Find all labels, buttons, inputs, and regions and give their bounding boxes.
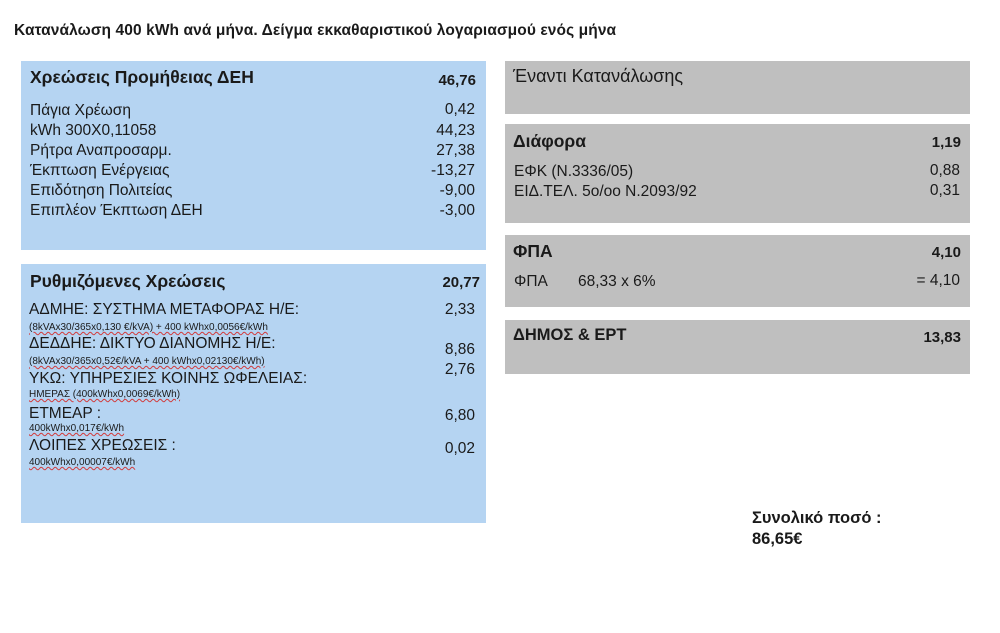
- miscellaneous-item-label: ΕΦΚ (Ν.3336/05): [514, 163, 634, 180]
- vat-header: ΦΠΑ: [513, 241, 553, 261]
- regulated-item-value: 0,02: [444, 440, 475, 457]
- supply-charges-header: Χρεώσεις Προμήθειας ΔΕΗ: [30, 67, 254, 87]
- vat-calculation: 68,33 x 6%: [578, 273, 656, 290]
- miscellaneous-item-label: ΕΙΔ.ΤΕΛ. 5ο/οο Ν.2093/92: [514, 183, 697, 200]
- vat-value: = 4,10: [916, 272, 960, 289]
- supply-item-label: kWh 300X0,11058: [30, 122, 157, 139]
- regulated-charges-header: Ρυθμιζόμενες Χρεώσεις: [30, 271, 226, 291]
- supply-item-label: Επιπλέον Έκπτωση ΔΕΗ: [30, 202, 203, 219]
- supply-item-value: -9,00: [439, 182, 475, 199]
- regulated-charges-panel: [21, 264, 486, 523]
- grand-total-label: Συνολικό ποσό :: [752, 509, 882, 527]
- regulated-item-value: 6,80: [444, 407, 475, 424]
- regulated-item-detail: (8kVAx30/365x0,130 €/kVA) + 400 kWhx0,0056€/kWh: [29, 322, 268, 333]
- municipal-ert-header: ΔΗΜΟΣ & ΕΡΤ: [513, 326, 627, 344]
- miscellaneous-total: 1,19: [931, 134, 961, 151]
- regulated-item-label: ΕΤΜΕΑΡ :: [29, 405, 102, 422]
- municipal-ert-panel: [505, 320, 970, 374]
- supply-item-value: 0,42: [444, 101, 475, 118]
- supply-item-label: Έκπτωση Ενέργειας: [30, 162, 170, 179]
- supply-charges-total: 46,76: [438, 72, 476, 89]
- supply-item-value: 27,38: [436, 142, 475, 159]
- miscellaneous-item-value: 0,31: [929, 182, 960, 199]
- regulated-item-value: 8,86: [444, 341, 475, 358]
- consumption-panel: [505, 61, 970, 114]
- supply-item-label: Πάγια Χρέωση: [30, 102, 131, 119]
- regulated-item-value: 2,33: [444, 301, 475, 318]
- vat-total: 4,10: [931, 244, 961, 261]
- regulated-item-detail: 400kWhx0,017€/kWh: [29, 423, 125, 434]
- vat-label: ΦΠΑ: [514, 273, 548, 290]
- supply-item-value: -13,27: [431, 162, 475, 179]
- consumption-header: Έναντι Κατανάλωσης: [513, 66, 684, 86]
- supply-item-label: Επιδότηση Πολιτείας: [30, 182, 173, 199]
- regulated-item-value: 2,76: [444, 361, 475, 378]
- vat-panel: [505, 235, 970, 307]
- miscellaneous-item-value: 0,88: [929, 162, 960, 179]
- regulated-item-label: ΔΕΔΔΗΕ: ΔΙΚΤΥΟ ΔΙΑΝΟΜΗΣ Η/Ε:: [29, 335, 276, 352]
- regulated-item-detail: 400kWhx0,00007€/kWh: [29, 457, 136, 468]
- regulated-item-label: ΥΚΩ: ΥΠΗΡΕΣΙΕΣ ΚΟΙΝΗΣ ΩΦΕΛΕΙΑΣ:: [29, 370, 308, 387]
- regulated-item-detail: ΗΜΕΡΑΣ (400kWhx0,0069€/kWh): [29, 389, 181, 400]
- regulated-item-label: ΛΟΙΠΕΣ ΧΡΕΩΣΕΙΣ :: [29, 437, 176, 454]
- page-title: Κατανάλωση 400 kWh ανά μήνα. Δείγμα εκκαθαριστικού λογαριασμού ενός μήνα: [14, 22, 617, 39]
- municipal-ert-total: 13,83: [923, 329, 961, 346]
- miscellaneous-header: Διάφορα: [513, 131, 586, 151]
- regulated-charges-total: 20,77: [442, 274, 480, 291]
- grand-total-value: 86,65€: [752, 530, 803, 548]
- supply-item-label: Ρήτρα Αναπροσαρμ.: [30, 142, 172, 159]
- supply-item-value: -3,00: [439, 202, 475, 219]
- supply-item-value: 44,23: [436, 122, 475, 139]
- regulated-item-label: ΑΔΜΗΕ: ΣΥΣΤΗΜΑ ΜΕΤΑΦΟΡΑΣ Η/Ε:: [29, 301, 300, 318]
- supply-charges-panel: [21, 61, 486, 250]
- miscellaneous-panel: [505, 124, 970, 223]
- regulated-item-detail: (8kVAx30/365x0,52€/kVA + 400 kWhx0,02130€/kWh): [29, 356, 265, 367]
